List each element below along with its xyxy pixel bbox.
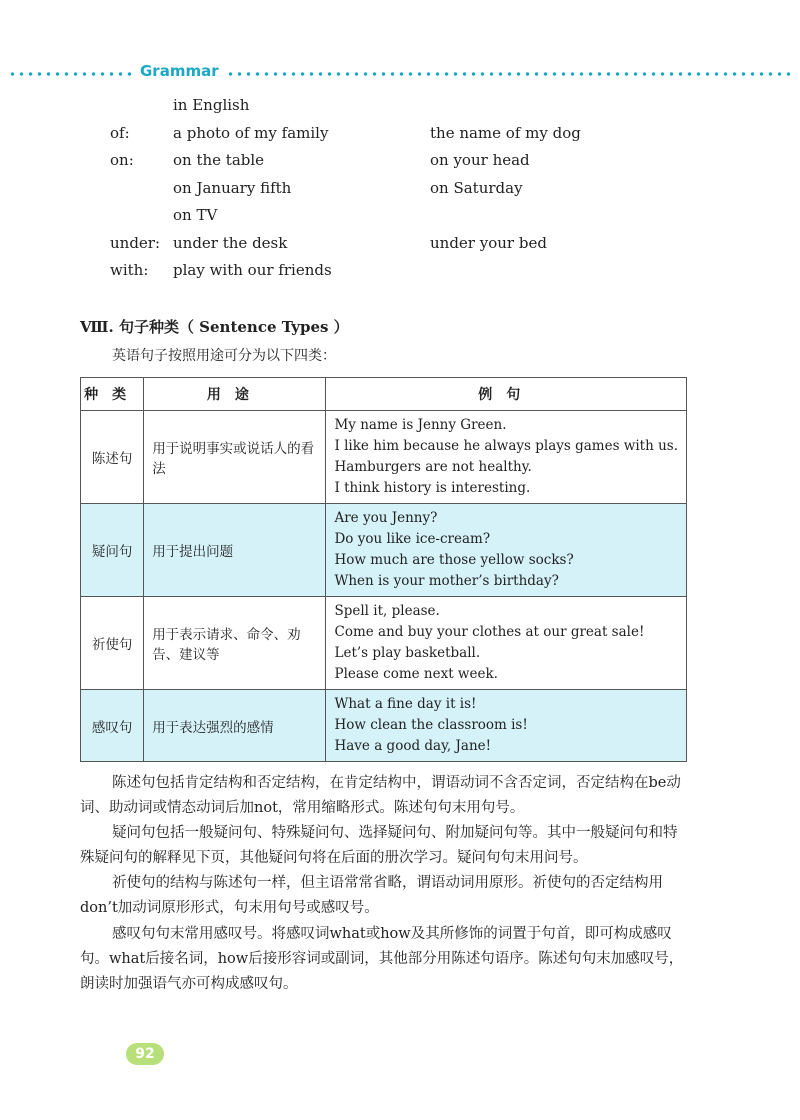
example-sentence: Let’s play basketball. [334, 645, 481, 661]
section-subtitle: 英语句子按照用途可分为以下四类： [112, 348, 336, 364]
example-sentence: I like him because he always plays games with us. [334, 438, 678, 454]
table-row [81, 411, 687, 504]
example-sentence: When is your mother’s birthday? [334, 573, 559, 589]
paragraph-exclamatory: 感叹句句末常用感叹号。将感叹词what或how及其所修饰的词置于句首，即可构成感叹句。what后接名词，how后接形容词或副词，其他部分用陈述句语序。陈述句句末加感叹号，朗读时加强语气亦可构成感叹句。 [80, 926, 684, 992]
prep-row [0, 151, 800, 179]
prep-example: the name of my dog [430, 123, 581, 142]
header-type: 种类 [81, 378, 144, 411]
sentence-type: 陈述句 [81, 411, 144, 504]
prep-example: a photo of my family [173, 123, 329, 142]
example-sentence: How clean the classroom is! [334, 717, 528, 733]
prep-row [0, 206, 800, 234]
sentence-examples [326, 597, 687, 690]
prep-example: on your head [430, 151, 530, 169]
table-row [81, 690, 687, 762]
preposition-examples [0, 96, 800, 289]
example-sentence: Please come next week. [334, 666, 498, 682]
prep-label: under: [110, 233, 161, 252]
example-sentence: Have a good day, Jane! [334, 738, 492, 754]
sentence-type: 祈使句 [81, 597, 144, 690]
prep-example: under the desk [173, 233, 288, 252]
sentence-examples [326, 690, 687, 762]
sentence-type: 感叹句 [81, 690, 144, 762]
sentence-examples [326, 411, 687, 504]
prep-row [0, 261, 800, 289]
sentence-types-table [80, 377, 687, 762]
example-sentence: Are you Jenny? [334, 510, 438, 526]
sentence-examples [326, 504, 687, 597]
example-sentence: What a fine day it is! [334, 696, 477, 712]
prep-example: on Saturday [430, 178, 523, 197]
table-row [81, 504, 687, 597]
example-sentence: My name is Jenny Green. [334, 417, 507, 433]
paragraph-declarative: 陈述句包括肯定结构和否定结构，在肯定结构中，谓语动词不含否定词，否定结构在be动词、助动词或情态动词后加not，常用缩略形式。陈述句句末用句号。 [80, 775, 681, 816]
sentence-type: 疑问句 [81, 504, 144, 597]
sentence-use: 用于说明事实或说话人的看法 [144, 411, 326, 504]
table-row [81, 597, 687, 690]
page-header [0, 62, 800, 84]
example-sentence: Come and buy your clothes at our great sale! [334, 624, 645, 640]
header-title: Grammar [140, 62, 219, 80]
prep-example: in English [173, 96, 250, 114]
example-sentence: How much are those yellow socks? [334, 552, 574, 568]
prep-row [0, 96, 800, 124]
header-examples: 例句 [326, 378, 687, 411]
prep-example: on TV [173, 206, 218, 224]
prep-label: of: [110, 123, 130, 142]
page-number: 92 [126, 1043, 164, 1065]
table-header-row [81, 378, 687, 411]
header-dots-left [8, 72, 134, 76]
sentence-use: 用于表达强烈的感情 [144, 690, 326, 762]
prep-label: on: [110, 151, 134, 169]
example-sentence: Do you like ice-cream? [334, 531, 491, 547]
prep-example: under your bed [430, 233, 547, 252]
header-dots-right [226, 72, 792, 76]
section-title: Ⅷ. 句子种类（ Sentence Types ） [80, 318, 349, 336]
paragraph-imperative: 祈使句的结构与陈述句一样，但主语常常省略，谓语动词用原形。祈使句的否定结构用don’t加动词原形形式，句末用句号或感叹号。 [80, 875, 663, 916]
header-use: 用途 [144, 378, 326, 411]
prep-example: on January fifth [173, 178, 292, 197]
prep-example: on the table [173, 151, 265, 169]
example-sentence: I think history is interesting. [334, 480, 531, 496]
prep-example: play with our friends [173, 261, 332, 279]
example-sentence: Hamburgers are not healthy. [334, 459, 532, 475]
sentence-use: 用于提出问题 [144, 504, 326, 597]
sentence-use: 用于表示请求、命令、劝告、建议等 [144, 597, 326, 690]
prep-row [0, 124, 800, 152]
prep-row [0, 179, 800, 207]
prep-row [0, 234, 800, 262]
paragraph-interrogative: 疑问句包括一般疑问句、特殊疑问句、选择疑问句、附加疑问句等。其中一般疑问句和特殊疑问句的解释见下页，其他疑问句将在后面的册次学习。疑问句句末用问号。 [80, 825, 678, 866]
prep-label: with: [110, 261, 149, 279]
example-sentence: Spell it, please. [334, 603, 440, 619]
